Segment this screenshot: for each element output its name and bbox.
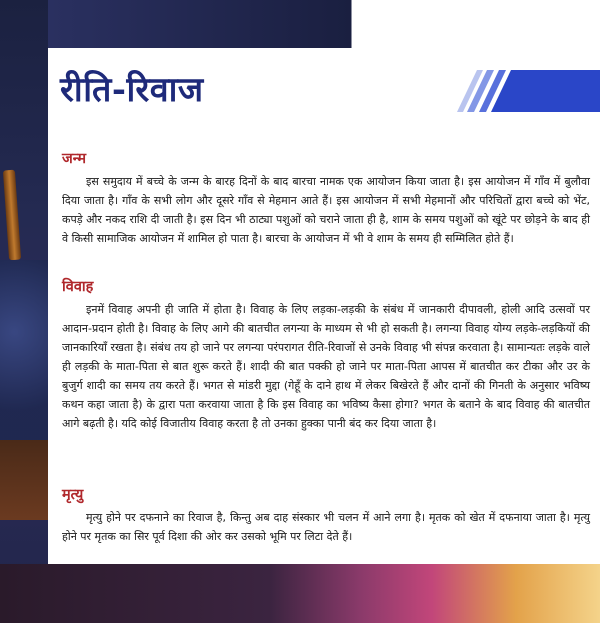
section-heading-marriage: विवाह [62,278,94,295]
section-body-marriage: इनमें विवाह अपनी ही जाति में होता है। विवाह के लिए लड़का-लड़की के संबंध में जानकारी दीपावली, होली आदि उत्सवों पर आदान-प्रदान होती है। विवाह के लिए आगे की बातचीत लगन्या के माध्यम से भी हो सकती है। लगन्या विवाह योग्य लड़के-लड़कियों की जानकारियाँ रखता है। संबंध तय हो जाने पर लगन्या परंपरागत रीति-रिवाजों से उनके विवाह भी संपन्न करवाता है। सामान्यतः लड़के वाले ही लड़की के माता-पिता से बात शुरू करते हैं। शादी की बात पक्की हो जाने पर माता-पिता आपस में बातचीत कर टीका और उर के बुजुर्ग शादी का समय तय करते हैं। भगत से मांडरी मुद्दा (गेहूँ के दाने हाथ में लेकर बिखेरते हैं और दानों की गिनती के अनुसार भविष्य कथन कहा जाता है) के द्वारा पता करवाया जाता है कि इस विवाह का भविष्य कैसा होगा? भगत के बताने के बाद विवाह की बातचीत आगे बढ़ती है। यदि कोई विजातीय विवाह करता है तो उनका हुक्का पानी बंद कर दिया जाता है। [62,303,590,430]
section-heading-birth: जन्म [62,150,87,167]
content-card [48,48,600,564]
background-photo-left [0,0,48,623]
background-photo-bottom [0,564,600,623]
page-title: रीति-रिवाज [60,70,204,110]
wooden-staff-image [3,170,21,261]
section-body-death: मृत्यु होने पर दफनाने का रिवाज है, किन्तु अब दाह संस्कार भी चलन में आने लगा है। मृतक को खेत में दफनाया जाता है। मृत्यु होने पर मृतक का सिर पूर्व दिशा की ओर कर उसको भूमि पर लिटा देते हैं। [62,511,590,543]
background-photo-top [48,0,600,48]
hand-image [0,440,48,520]
cloth-image [0,260,48,440]
decorative-stripes [443,70,600,112]
section-body-birth: इस समुदाय में बच्चे के जन्म के बारह दिनों के बाद बारचा नामक एक आयोजन किया जाता है। इस आयोजन में गाँव में बुलौवा दिया जाता है। गाँव के सभी लोग और दूसरे गाँव से मेहमान आते हैं। इस आयोजन में सभी मेहमानों और परिचितों द्वारा बच्चे को भेंट, कपड़े और नकद राशि दी जाती है। इस दिन भी ठाट्या पशुओं को चराने जाता ही है, शाम के समय पशुओं को खूंटे पर छोड़ने के बाद ही वे किसी सामाजिक आयोजन में शामिल हो पाता है। बारचा के आयोजन में भी वे शाम के समय ही सम्मिलित होते हैं। [62,175,590,245]
section-heading-death: मृत्यु [62,486,84,503]
